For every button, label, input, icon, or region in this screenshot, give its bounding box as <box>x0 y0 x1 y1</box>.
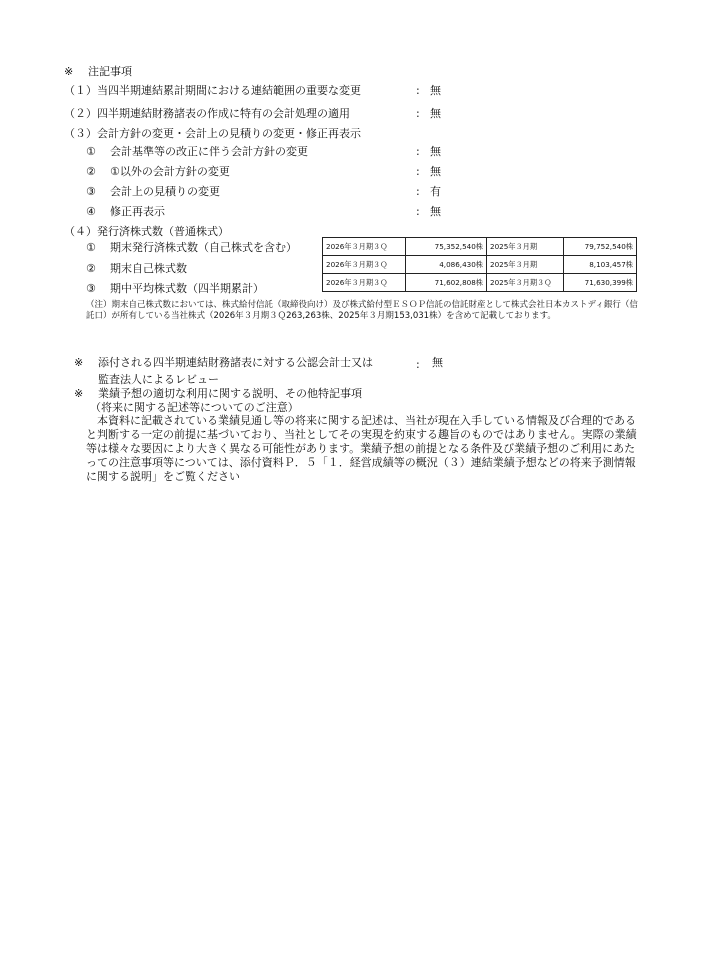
value-prior: 8,103,457株 <box>564 256 637 274</box>
forecast-subtitle: （将来に関する記述等についてのご注意） <box>90 401 299 414</box>
period-current: 2026年３月期３Ｑ <box>323 256 406 274</box>
period-current: 2026年３月期３Ｑ <box>323 274 406 292</box>
sub-item-3-colon: : <box>416 185 420 198</box>
sub-item-2-colon: : <box>416 165 420 178</box>
value-current: 4,086,430株 <box>406 256 487 274</box>
sub-item-4-label: 修正再表示 <box>110 205 165 218</box>
sub-item-2-value: 無 <box>430 165 441 178</box>
sub-item-1-value: 無 <box>430 145 441 158</box>
sub-item-1-colon: : <box>416 145 420 158</box>
value-current: 71,602,808株 <box>406 274 487 292</box>
review-colon: : <box>416 358 420 371</box>
review-line-2: 監査法人によるレビュー <box>98 373 219 386</box>
forecast-mark: ※ <box>74 387 84 400</box>
shares-row-2-label: 期末自己株式数 <box>110 262 187 275</box>
value-current: 75,352,540株 <box>406 238 487 256</box>
shares-row-1-num: ① <box>86 241 96 254</box>
period-prior: 2025年３月期 <box>487 256 564 274</box>
period-current: 2026年３月期３Ｑ <box>323 238 406 256</box>
forecast-body: 本資料に記載されている業績見通し等の将来に関する記述は、当社が現在入手している情報及び合理的であると判断する一定の前提に基づいており、当社としてその実現を約束する趣旨のものではありません。実際の業績等は様々な要因により大きく異なる可能性があります。業績予想の前提となる条件及び業績予想のご利用にあたっての注意事項等については、添付資料Ｐ．５「１．経営成績等の概況（３）連結業績予想などの将来予測情報に関する説明」をご覧ください <box>86 414 637 483</box>
table-row <box>323 274 637 292</box>
review-mark: ※ <box>74 356 84 369</box>
forecast-title: 業績予想の適切な利用に関する説明、その他特記事項 <box>98 387 362 400</box>
sub-item-4-num: ④ <box>86 205 96 218</box>
period-prior: 2025年３月期 <box>487 238 564 256</box>
note-item-1-value: 無 <box>430 84 441 97</box>
notes-mark: ※ <box>64 65 74 78</box>
sub-item-4-value: 無 <box>430 205 441 218</box>
sub-item-1-label: 会計基準等の改正に伴う会計方針の変更 <box>110 145 308 158</box>
sub-item-4-colon: : <box>416 205 420 218</box>
shares-row-3-label: 期中平均株式数（四半期累計） <box>110 282 264 295</box>
note-item-3-label: （３）会計方針の変更・会計上の見積りの変更・修正再表示 <box>64 127 361 140</box>
shares-footnote: （注）期末自己株式数においては、株式給付信託（取締役向け）及び株式給付型ＥＳＯＰ信託の信託財産として株式会社日本カストディ銀行（信託口）が所有している当社株式（2026年３月期３Ｑ263,263株、2025年３月期153,031株）を含めて記載しております。 <box>86 300 638 321</box>
note-item-2-value: 無 <box>430 107 441 120</box>
shares-table <box>322 237 637 292</box>
sub-item-3-label: 会計上の見積りの変更 <box>110 185 220 198</box>
value-prior: 71,630,399株 <box>564 274 637 292</box>
note-item-2-label: （２）四半期連結財務諸表の作成に特有の会計処理の適用 <box>64 107 350 120</box>
table-row <box>323 238 637 256</box>
value-prior: 79,752,540株 <box>564 238 637 256</box>
review-value: 無 <box>432 356 443 369</box>
sub-item-3-value: 有 <box>430 185 441 198</box>
table-row <box>323 256 637 274</box>
shares-row-1-label: 期末発行済株式数（自己株式を含む） <box>110 241 297 254</box>
shares-row-2-num: ② <box>86 262 96 275</box>
note-item-1-label: （１）当四半期連結累計期間における連結範囲の重要な変更 <box>64 84 361 97</box>
sub-item-3-num: ③ <box>86 185 96 198</box>
period-prior: 2025年３月期３Ｑ <box>487 274 564 292</box>
sub-item-1-num: ① <box>86 145 96 158</box>
sub-item-2-label: ①以外の会計方針の変更 <box>110 165 230 178</box>
notes-title: 注記事項 <box>88 65 132 78</box>
review-line-1: 添付される四半期連結財務諸表に対する公認会計士又は <box>98 356 373 369</box>
note-item-1-colon: : <box>416 84 420 97</box>
shares-row-3-num: ③ <box>86 282 96 295</box>
sub-item-2-num: ② <box>86 165 96 178</box>
shares-heading: （４）発行済株式数（普通株式） <box>64 225 229 238</box>
note-item-2-colon: : <box>416 107 420 120</box>
